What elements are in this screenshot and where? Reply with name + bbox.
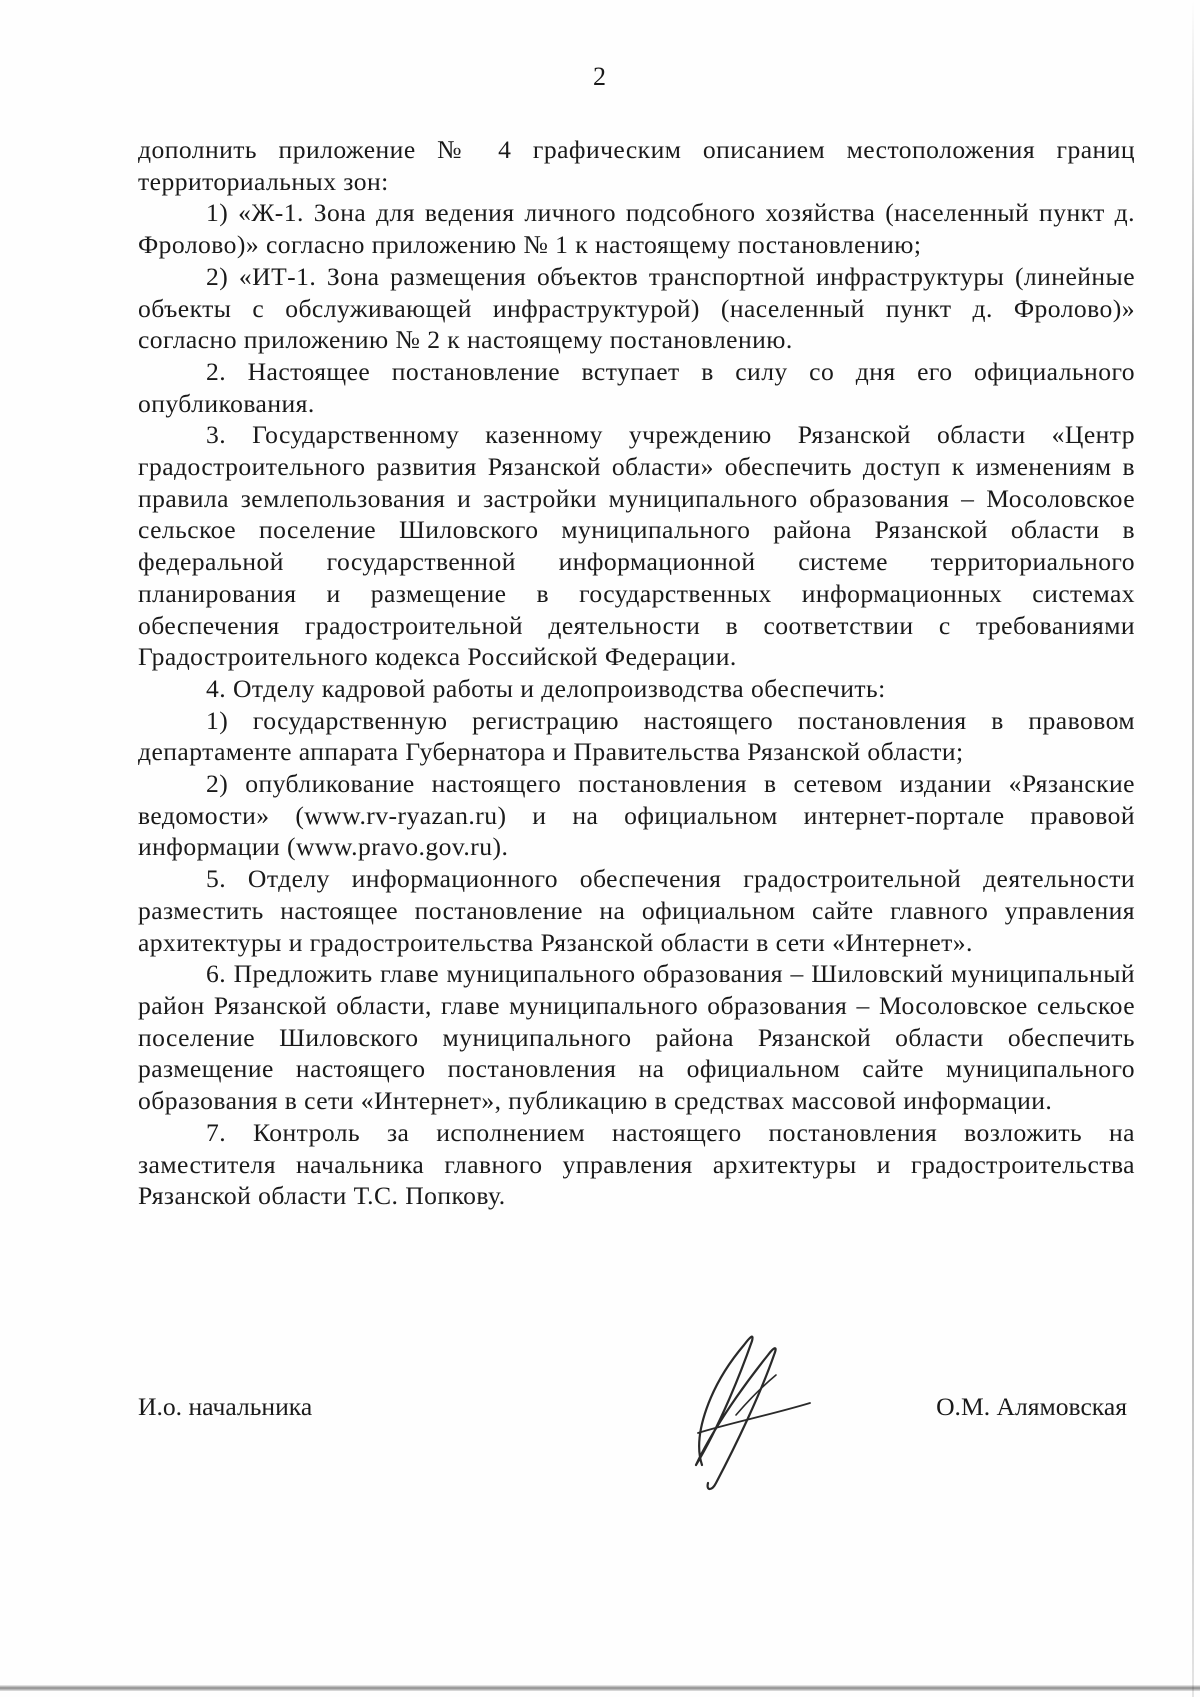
paragraph-intro: дополнить приложение № 4 графическим описанием местоположения границ территориальных зон: [138,135,1135,196]
signature-block [138,1392,1135,1432]
document-body [138,134,1135,1212]
handwritten-signature [640,1315,840,1495]
paragraph-item-2-zone-it1: 2) «ИТ-1. Зона размещения объектов транспортной инфраструктуры (линейные объекты с обслуживающей инфраструктурой) (населенный пункт д. Фролово)» согласно приложению № 2 к настоящему постановлению. [138,261,1135,355]
paragraph-clause-4-item-1: 1) государственную регистрацию настоящего постановления в правовом департаменте аппарата Губернатора и Правительства Рязанской области; [138,705,1135,767]
paragraph-clause-6: 6. Предложить главе муниципального образования – Шиловский муниципальный район Рязанской области, главе муниципального образования – Мосоловское сельское поселение Шиловского муниципального района Рязанской области обеспечить размещение настоящего постановления на официальном сайте муниципального образования в сети «Интернет», публикацию в средствах массовой информации. [138,959,1135,1116]
scan-bottom-edge [0,1685,1200,1691]
paragraph-clause-5: 5. Отделу информационного обеспечения градостроительной деятельности разместить настоящее постановление на официальном сайте главного управления архитектуры и градостроительства Рязанской области в сети «Интернет». [138,864,1135,957]
paragraph-clause-7: 7. Контроль за исполнением настоящего постановления возложить на заместителя начальника главного управления архитектуры и градостроительства Рязанской области Т.С. Попкову. [138,1117,1135,1211]
paragraph-clause-3: 3. Государственному казенному учреждению Рязанской области «Центр градостроительного развития Рязанской области» обеспечить доступ к изменениям в правила землепользования и застройки муниципального образования – Мосоловское сельское поселение Шиловского муниципального района Рязанской области в федеральной государственной информационной системе территориального планирования и размещение в государственных информационных системах обеспечения градостроительной деятельности в соответствии с требованиями Градостроительного кодекса Российской Федерации. [138,420,1135,672]
paragraph-clause-2: 2. Настоящее постановление вступает в силу со дня его официального опубликования. [138,356,1135,418]
paragraph-clause-4-item-2: 2) опубликование настоящего постановления в сетевом издании «Рязанские ведомости» (www.rv-ryazan.ru) и на официальном интернет-портале правовой информации (www.pravo.gov.ru). [138,769,1135,862]
paragraph-item-1-zone-zh1: 1) «Ж-1. Зона для ведения личного подсобного хозяйства (населенный пункт д. Фролово)» согласно приложению № 1 к настоящему постановлению; [138,198,1135,260]
page-number: 2 [593,62,607,91]
paragraph-clause-4: 4. Отделу кадровой работы и делопроизводства обеспечить: [206,673,886,703]
signatory-name: О.М. Алямовская [936,1392,1127,1421]
signatory-title: И.о. начальника [138,1392,313,1421]
scan-margin-edge [1192,0,1194,1697]
